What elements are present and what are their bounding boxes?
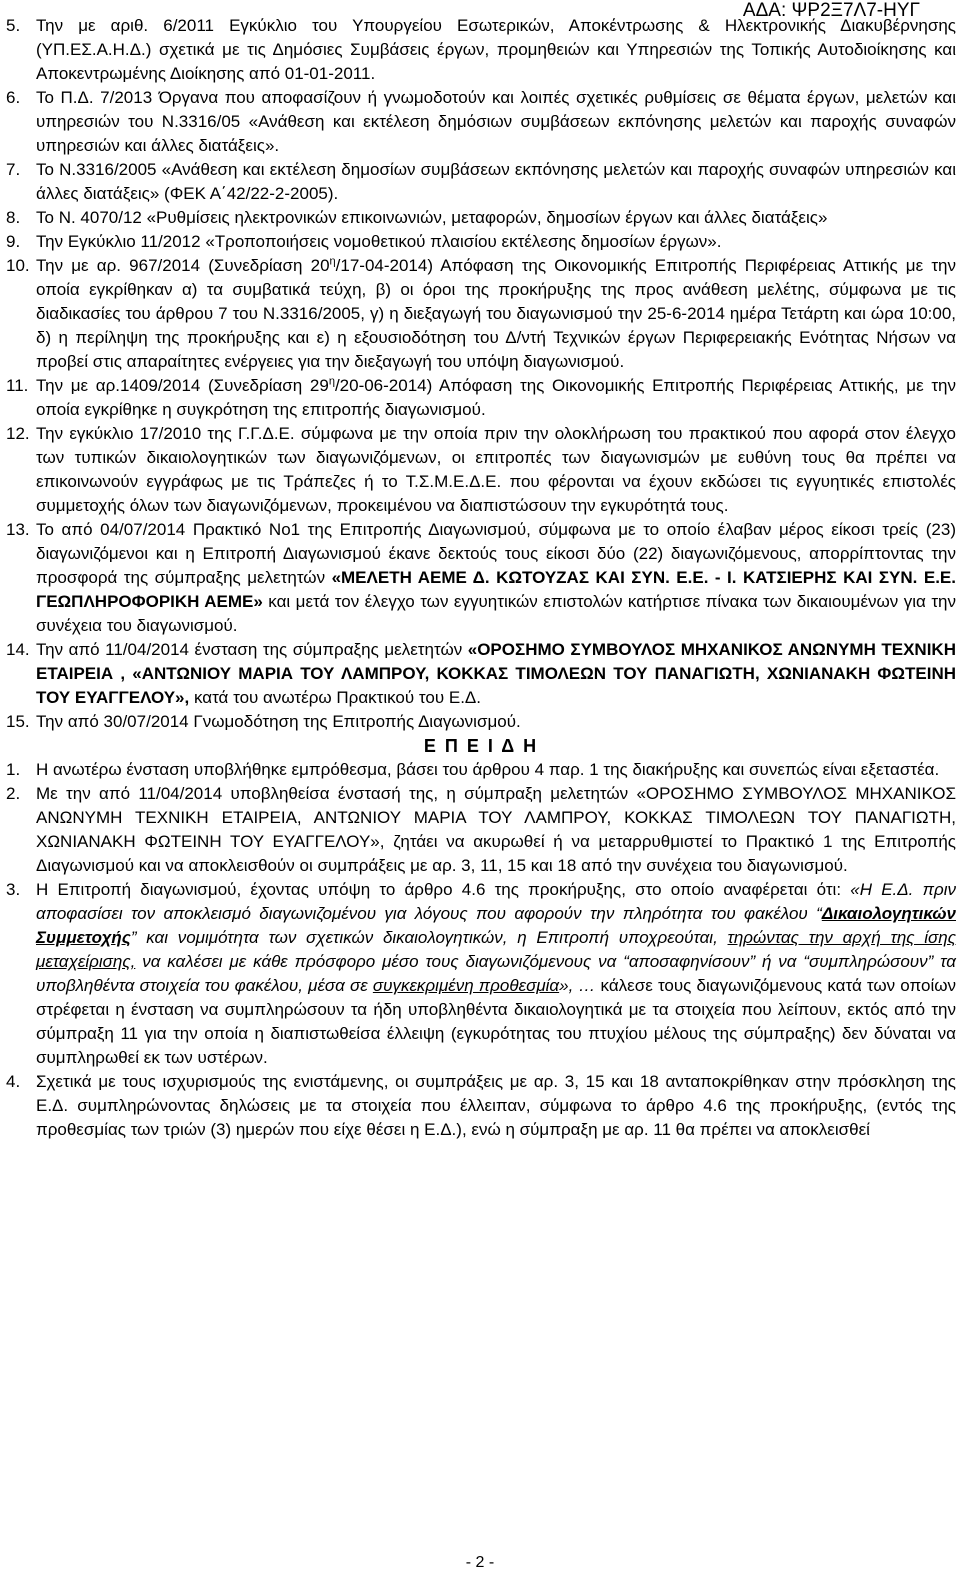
item-text: [36, 518, 956, 638]
list-item: [6, 422, 956, 518]
list-item: [6, 206, 956, 230]
list-item: [6, 86, 956, 158]
item-text: Σχετικά με τους ισχυρισμούς της ενιστάμενης, οι συμπράξεις με αρ. 3, 15 και 18 ανταποκρίθηκαν στην πρόσκληση της Ε.Δ. συμπληρώνοντας δηλώσεις με τα στοιχεία που έλλειπαν, σύμφωνα το άρθρο 4.6 της προκήρυξης, (εντός της προθεσμίας των τριών (3) ημερών που είχε θέσει η Ε.Δ.), ενώ η σύμπραξη με αρ. 11 θα πρέπει να αποκλεισθεί: [36, 1072, 956, 1139]
item-text: Η ανωτέρω ένσταση υποβλήθηκε εμπρόθεσμα, βάσει του άρθρου 4 παρ. 1 της διακήρυξης και συνεπώς είναι εξεταστέα.: [36, 760, 940, 779]
text-part: κάλεσε τους διαγωνιζόμενους κατά των οποίων στρέφεται η ένσταση να συμπληρώσουν τα ήδη υποβληθέντα δικαιολογητικά με τα στοιχεία που λείπουν, εκτός από την σύμπραξη 11 για την οποία η διαπιστωθείσα έλλειψη (εγκυρότητας του πτυχίου μέλους της σύμπραξης) δεν δύναται να συμπληρωθεί εκ των υστέρων.: [36, 976, 957, 1067]
text-part: Την από 11/04/2014 ένσταση της σύμπραξης μελετητών: [36, 640, 468, 659]
quoted-clause: », …: [559, 976, 596, 995]
list-item: [6, 254, 956, 374]
item-number: 14.: [6, 640, 30, 659]
item-text: Την από 30/07/2014 Γνωμοδότηση της Επιτροπής Διαγωνισμού.: [36, 712, 521, 731]
item-number: 7.: [6, 160, 21, 179]
text-part: κατά του ανωτέρω Πρακτικού του Ε.Δ.: [189, 688, 481, 707]
ada-code: ΑΔΑ: ΨΡ2Ξ7Λ7-ΗΥΓ: [742, 0, 920, 21]
item-number: 13.: [6, 520, 30, 539]
quoted-clause: «Η Ε.Δ. πριν αποφασίσει τον αποκλεισμό διαγωνιζομένου για λόγους που αφορούν την πληρότητα του φακέλου “: [36, 880, 956, 923]
item-text: Το Π.Δ. 7/2013 Όργανα που αποφασίζουν ή γνωμοδοτούν και λοιπές σχετικές ρυθμίσεις σε θέματα έργων, μελετών και υπηρεσιών του Ν.3316/05 «Ανάθεση και εκτέλεση δημόσιων συμβάσεων εκπόνησης μελετών και παροχής συναφών υπηρεσιών και άλλες διατάξεις».: [36, 88, 956, 155]
text-part: Την με αρ. 967/2014 (Συνεδρίαση 20: [36, 256, 330, 275]
quoted-clause-emphasis: Δικαιολογητικών Συμμετοχής: [36, 904, 956, 947]
list-item: [6, 14, 956, 86]
item-number: 5.: [6, 16, 21, 35]
superscript: η: [329, 255, 336, 268]
list-item: [6, 518, 956, 638]
item-text: Το Ν. 4070/12 «Ρυθμίσεις ηλεκτρονικών επικοινωνιών, μεταφορών, δημοσίων έργων και άλλες διατάξεις»: [36, 208, 828, 227]
item-text: Το Ν.3316/2005 «Ανάθεση και εκτέλεση δημοσίων συμβάσεων εκπόνησης μελετών και παροχής συναφών υπηρεσιών και άλλες διατάξεις» (ΦΕΚ Α΄42/22-2-2005).: [36, 160, 956, 203]
text-part: Την με αρ.1409/2014 (Συνεδρίαση 29: [36, 376, 329, 395]
list-item: [6, 758, 956, 782]
text-part: /17-04-2014) Απόφαση της Οικονομικής Επιτροπής Περιφέρειας Αττικής με την οποία εγκρίθηκαν α) τα συμβατικά τεύχη, β) οι όροι της προκήρυξης της προς ανάθεση μελέτης, σύμφωνα με τις διαδικασίες του άρθρου 7 του Ν.3316/2005, γ) η διεξαγωγή του διαγωνισμού την 25-6-2014 ημέρα Τετάρτη και ώρα 10:00, δ) η περίληψη της προκήρυξης και ε) η εξουσιοδότηση του Δ/ντή Τεχνικών έργων Περιφερειακής Ενότητας Νήσων να προβεί στις απαραίτητες ενέργειες για την διεξαγωγή του υπόψη διαγωνισμού.: [36, 256, 956, 371]
item-number: 8.: [6, 208, 21, 227]
list-item: [6, 230, 956, 254]
item-text: [36, 878, 956, 1070]
item-text: [36, 374, 956, 422]
item-number: 9.: [6, 232, 21, 251]
item-number: 2.: [6, 784, 21, 803]
quoted-clause-underline: τηρώντας την αρχή της ίσης μεταχείρισης,: [36, 928, 956, 971]
item-number: 11.: [6, 376, 29, 395]
page-number: - 2 -: [465, 1554, 495, 1571]
list-item: [6, 782, 956, 878]
quoted-clause-underline: συγκεκριμένη προθεσμία: [372, 976, 560, 995]
item-number: 1.: [6, 760, 21, 779]
text-part: Η Επιτροπή διαγωνισμού, έχοντας υπόψη το άρθρο 4.6 της προκήρυξης, στο οποίο αναφέρεται ότι:: [36, 880, 851, 899]
list-item: [6, 1070, 956, 1142]
item-text: Την εγκύκλιο 17/2010 της Γ.Γ.Δ.Ε. σύμφωνα με την οποία πριν την ολοκλήρωση του πρακτικού που αφορά στον έλεγχο των τυπικών δικαιολογητικών των διαγωνιζόμενων, οι επιτροπές των διαγωνισμών με ευθύνη τους θα πρέπει να επικοινωνούν εγγράφως με τις Τράπεζες ή το Τ.Σ.Μ.Ε.Δ.Ε. που φέρονται να έχουν εκδώσει τις εγγυητικές επιστολές συμμετοχής όλων των διαγωνιζόμενων, προκειμένου να διαπιστώσουν την εγκυρότητά τους.: [36, 424, 956, 515]
item-text: Την με αριθ. 6/2011 Εγκύκλιο του Υπουργείου Εσωτερικών, Αποκέντρωσης & Ηλεκτρονικής Διακυβέρνησης (ΥΠ.ΕΣ.Α.Η.Δ.) σχετικά με τις Δημόσιες Συμβάσεις έργων, προμηθειών και Υπηρεσιών της Τοπικής Αυτοδιοίκησης και Αποκεντρωμένης Διοίκησης από 01-01-2011.: [36, 16, 956, 83]
item-number: 15.: [6, 712, 30, 731]
text-part: /20-06-2014) Απόφαση της Οικονομικής Επιτροπής Περιφέρειας Αττικής, με την οποία εγκρίθηκε η συγκρότηση της επιτροπής διαγωνισμού.: [36, 376, 956, 419]
list-item: [6, 374, 956, 422]
section-heading: Ε Π Ε Ι Δ Η: [423, 736, 539, 756]
text-part: Το από 04/07/2014 Πρακτικό Νο1 της Επιτροπής Διαγωνισμού, σύμφωνα με το οποίο έλαβαν μέρος είκοσι τρείς (23) διαγωνιζόμενοι και η Επιτροπή Διαγωνισμού έκανε δεκτούς τους είκοσι δύο (22) διαγωνιζόμενους, απορρίπτοντας την προσφορά της σύμπραξης μελετητών: [36, 520, 956, 587]
superscript: η: [328, 375, 335, 388]
item-number: 3.: [6, 880, 21, 899]
document-body: [6, 14, 956, 1142]
item-text: [36, 254, 956, 374]
text-part: και μετά τον έλεγχο των εγγυητικών επιστολών κατήρτισε πίνακα των δικαιουμένων για την συνέχεια του διαγωνισμού.: [36, 592, 956, 635]
list-item: [6, 638, 956, 710]
bold-party-name: «ΜΕΛΕΤΗ ΑΕΜΕ Δ. ΚΩΤΟΥΖΑΣ ΚΑΙ ΣΥΝ. Ε.Ε. - Ι. ΚΑΤΣΙΕΡΗΣ ΚΑΙ ΣΥΝ. Ε.Ε. ΓΕΩΠΛΗΡΟΦΟΡΙΚΗ ΑΕΜΕ»: [36, 568, 956, 611]
item-number: 10.: [6, 256, 30, 275]
item-number: 4.: [6, 1072, 21, 1091]
item-text: Την Εγκύκλιο 11/2012 «Τροποποιήσεις νομοθετικού πλαισίου εκτέλεσης δημοσίων έργων».: [36, 232, 722, 251]
item-text: Με την από 11/04/2014 υποβληθείσα ένστασή της, η σύμπραξη μελετητών «ΟΡΟΣΗΜΟ ΣΥΜΒΟΥΛΟΣ ΜΗΧΑΝΙΚΟΣ ΑΝΩΝΥΜΗ ΤΕΧΝΙΚΗ ΕΤΑΙΡΕΙΑ, ΑΝΤΩΝΙΟΥ ΜΑΡΙΑ ΤΟΥ ΛΑΜΠΡΟΥ, ΚΟΚΚΑΣ ΤΙΜΟΛΕΩΝ ΤΟΥ ΠΑΝΑΓΙΩΤΗ, ΧΩΝΙΑΝΑΚΗ ΦΩΤΕΙΝΗ ΤΟΥ ΕΥΑΓΓΕΛΟΥ», ζητάει να ακυρωθεί ή να μεταρρυθμιστεί το Πρακτικό 1 της Επιτροπής Διαγωνισμού και να αποκλεισθούν οι συμπράξεις με αρ. 3, 11, 15 και 18 από την συνέχεια του διαγωνισμού.: [36, 784, 956, 875]
item-text: [36, 638, 956, 710]
quoted-clause: ” και νομιμότητα των σχετικών δικαιολογητικών, η Επιτροπή υποχρεούται,: [130, 928, 728, 947]
quoted-clause: να καλέσει με κάθε πρόσφορο μέσο τους διαγωνιζόμενους να “αποσαφηνίσουν” ή να “συμπληρώσουν” τα υποβληθέντα στοιχεία του φακέλου, μέσα σε: [36, 952, 956, 995]
list-item: [6, 710, 956, 734]
list-item: [6, 878, 956, 1070]
item-number: 12.: [6, 424, 30, 443]
bold-party-name: «ΟΡΟΣΗΜΟ ΣΥΜΒΟΥΛΟΣ ΜΗΧΑΝΙΚΟΣ ΑΝΩΝΥΜΗ ΤΕΧΝΙΚΗ ΕΤΑΙΡΕΙΑ , «ΑΝΤΩΝΙΟΥ ΜΑΡΙΑ ΤΟΥ ΛΑΜΠΡΟΥ, ΚΟΚΚΑΣ ΤΙΜΟΛΕΩΝ ΤΟΥ ΠΑΝΑΓΙΩΤΗ, ΧΩΝΙΑΝΑΚΗ ΦΩΤΕΙΝΗ ΤΟΥ ΕΥΑΓΓΕΛΟΥ»,: [36, 640, 956, 707]
list-item: [6, 158, 956, 206]
item-number: 6.: [6, 88, 21, 107]
